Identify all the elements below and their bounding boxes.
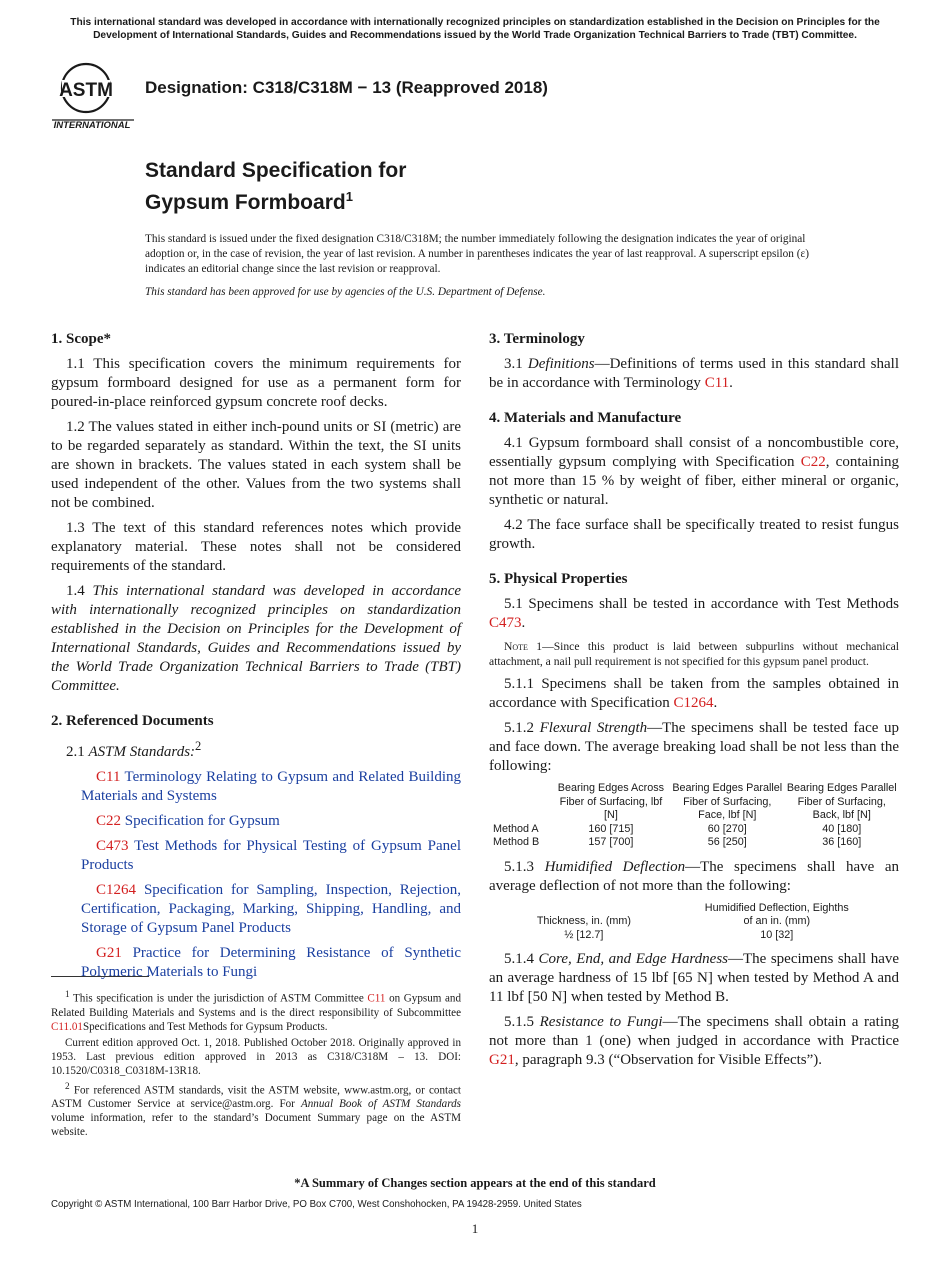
scope-1-1: 1.1 This specification covers the minimum requirements for gypsum formboard designed for use as a permanent form for poured-in-place reinforced gypsum concrete roof decks. xyxy=(51,356,461,410)
term-text: —Definitions of terms used in this standard shall be in accordance with Terminology xyxy=(489,356,900,391)
title-line-1: Standard Specification for xyxy=(145,159,407,182)
note-1 xyxy=(489,639,899,669)
phys-5-1-2-num: 5.1.2 xyxy=(504,720,540,736)
refs-2-1-sup: 2 xyxy=(195,739,202,753)
page-number: 1 xyxy=(471,1221,479,1236)
fn2-a: For referenced ASTM standards, visit the ASTM website, www.astm.org, or contact ASTM Customer Service at service@astm.org. For xyxy=(51,1084,461,1111)
table-header-row xyxy=(489,782,899,823)
note-1-text: —Since this product is laid between subpurlins without mechanical attachment, a nail pull requirement is not specified for this gypsum panel product. xyxy=(489,640,899,668)
table-cell: 157 [700] xyxy=(588,836,634,848)
refs-2-1 xyxy=(51,737,461,762)
ref-item-c22[interactable] xyxy=(51,812,461,831)
fn2-italic: Annual Book of ASTM Standards xyxy=(300,1098,461,1111)
phys-5-1-3-text: —The specimens shall have an average deflection of not more than the following: xyxy=(489,858,900,894)
phys-5-1-1-b: . xyxy=(713,695,718,711)
top-notice: This international standard was developed in accordance with internationally recognized principles on standardization established in the Decision on Principles for the Development of International Standards, Guides and Recommendations issued by the World Trade Organization Technical Barriers to Trade (TBT) Committee. xyxy=(70,17,880,41)
phys-5-1-2-term: Flexural Strength xyxy=(539,720,648,736)
phys-5-1-4-num: 5.1.4 xyxy=(504,951,539,967)
fn1-ref-c1101[interactable]: C11.01 xyxy=(51,1020,83,1033)
ref-item-c1264[interactable] xyxy=(51,881,461,938)
terminology-3-1 xyxy=(489,355,899,393)
physical-5-1-1 xyxy=(489,675,899,713)
physical-5-1-4 xyxy=(489,950,899,1007)
footnote-divider xyxy=(51,976,149,977)
humidified-deflection-table xyxy=(489,902,899,943)
physical-5-1-3 xyxy=(489,858,899,896)
phys-ref-c1264[interactable]: C1264 xyxy=(673,695,714,711)
table-header-cell: Bearing Edges Parallel Fiber of Surfacing, Face, lbf [N] xyxy=(672,782,783,821)
phys-5-1-b: . xyxy=(521,615,526,631)
ref-link-c473[interactable]: C473 xyxy=(96,838,129,854)
term-definitions: Definitions xyxy=(527,356,595,372)
table-header-row xyxy=(489,902,899,929)
ref-title-c473[interactable]: Test Methods for Physical Testing of Gypsum Panel Products xyxy=(81,838,462,873)
title-text: Gypsum Formboard xyxy=(145,191,346,214)
fn1-b: on Gypsum and Related Building Materials and Systems and is the direct responsibility of Subcommittee xyxy=(51,992,461,1019)
table-cell: 56 [250] xyxy=(707,836,747,848)
summary-of-changes-note: *A Summary of Changes section appears at the end of this standard xyxy=(294,1176,656,1190)
ref-title-c1264[interactable]: Specification for Sampling, Inspection, Rejection, Certification, Packaging, Marking, Shipping, Handling, and Storage of Gypsum Panel Products xyxy=(81,882,461,936)
table-row xyxy=(489,929,899,943)
logo-text: ASTM xyxy=(59,80,113,101)
fn1-ref-c11[interactable]: C11 xyxy=(367,992,386,1005)
phys-ref-c473[interactable]: C473 xyxy=(489,615,522,631)
table-cell: 160 [715] xyxy=(588,822,634,835)
physical-5-1-2 xyxy=(489,719,899,776)
terminology-heading: 3. Terminology xyxy=(489,331,585,347)
materials-4-1 xyxy=(489,434,899,510)
physical-heading: 5. Physical Properties xyxy=(489,571,628,587)
phys-5-1-1-a: 5.1.1 Specimens shall be taken from the samples obtained in accordance with Specification xyxy=(489,676,899,711)
physical-5-1-5 xyxy=(489,1013,899,1070)
refs-2-1-text: ASTM Standards: xyxy=(88,744,196,760)
table-header-cell xyxy=(489,782,552,823)
approved-note: This standard has been approved for use by agencies of the U.S. Department of Defense. xyxy=(145,286,546,298)
table-cell: 60 [270] xyxy=(707,822,747,835)
footnote-1 xyxy=(51,988,461,1034)
scope-heading: 1. Scope* xyxy=(51,331,111,347)
materials-4-2: 4.2 The face surface shall be specifically treated to resist fungus growth. xyxy=(489,517,899,552)
ref-link-c1264[interactable]: C1264 xyxy=(96,882,137,898)
footnotes xyxy=(51,988,461,1141)
phys-5-1-2-text: —The specimens shall be tested face up and face down. The average breaking load shall be not less than the following: xyxy=(489,720,899,774)
ref-link-g21[interactable]: G21 xyxy=(96,945,122,961)
left-column xyxy=(51,330,461,988)
table-header-cell: Bearing Edges Across Fiber of Surfacing, lbf [N] xyxy=(557,782,665,821)
scope-1-4-num: 1.4 xyxy=(66,583,93,599)
mat-4-1-b: , containing not more than 15 % by weight of fiber, either mineral or organic, synthetic or natural. xyxy=(489,454,899,508)
footnote-2 xyxy=(51,1080,461,1140)
ref-link-c11[interactable]: C11 xyxy=(96,769,121,785)
phys-5-1-5-b: , paragraph 9.3 (“Observation for Visible Effects”). xyxy=(514,1052,823,1068)
footnote-1-edition: Current edition approved Oct. 1, 2018. Published October 2018. Originally approved in 1953. Last previous edition approved in 2013 as C318/C318M – 13. DOI: 10.1520/C0318_C0318M-13R18. xyxy=(51,1036,461,1077)
standard-note: This standard is issued under the fixed designation C318/C318M; the number immediately following the designation indicates the year of original adoption or, in the case of revision, the year of last revision. A number in parentheses indicates the year of last reapproval. A superscript epsilon (ε) indicates an editorial change since the last revision or reapproval. xyxy=(145,233,810,275)
term-ref-c11[interactable]: C11 xyxy=(704,375,730,391)
ref-link-c22[interactable]: C22 xyxy=(96,813,122,829)
note-1-label: Note 1 xyxy=(504,640,543,653)
right-column xyxy=(489,330,899,1076)
term-num: 3.1 xyxy=(504,356,528,372)
ref-title-g21[interactable]: Practice for Determining Resistance of Synthetic Polymeric Materials to Fungi xyxy=(81,945,461,980)
mat-4-1-a: 4.1 Gypsum formboard shall consist of a noncombustible core, essentially gypsum complying with Specification xyxy=(489,435,899,470)
astm-logo-icon xyxy=(52,58,134,132)
phys-5-1-4-term: Core, End, and Edge Hardness xyxy=(538,951,728,967)
physical-5-1 xyxy=(489,595,899,633)
scope-1-3: 1.3 The text of this standard references notes which provide explanatory material. These notes shall not be considered requirements of the standard. xyxy=(51,520,461,574)
table-cell: 40 [180] xyxy=(822,822,862,835)
ref-title-c11[interactable]: Terminology Relating to Gypsum and Related Building Materials and Systems xyxy=(81,769,462,804)
phys-5-1-4-text: —The specimens shall have an average hardness of 15 lbf [65 N] when tested by Method A and 11 lbf [50 N] when tested by Method B. xyxy=(489,951,900,1005)
phys-5-1-3-num: 5.1.3 xyxy=(504,858,545,875)
ref-item-c473[interactable] xyxy=(51,837,461,875)
phys-5-1-3-term: Humidified Deflection xyxy=(544,858,686,875)
table-header-cell: Thickness, in. (mm) xyxy=(536,915,631,927)
phys-5-1-5-a: —The specimens shall obtain a rating not more than 1 (one) when judged in accordance with Practice xyxy=(489,1014,899,1049)
logo-subtext: INTERNATIONAL xyxy=(53,120,131,131)
refs-heading: 2. Referenced Documents xyxy=(51,713,214,729)
table-row xyxy=(489,836,899,850)
phys-5-1-a: 5.1 Specimens shall be tested in accordance with Test Methods xyxy=(504,596,899,612)
term-end: . xyxy=(729,375,733,391)
scope-1-2: 1.2 The values stated in either inch-pound units or SI (metric) are to be regarded separately as standard. Within the text, the SI units are shown in brackets. The values stated in each system shall be used independent of the other. Values from the two systems shall not be combined. xyxy=(51,419,461,511)
table-cell: Method B xyxy=(493,836,540,848)
table-cell: 10 [32] xyxy=(760,928,794,941)
table-cell: Method A xyxy=(493,822,539,835)
refs-2-1-num: 2.1 xyxy=(66,744,89,760)
designation: Designation: C318/C318M − 13 (Reapproved 2018) xyxy=(145,78,548,97)
fn2-b: volume information, refer to the standard’s Document Summary page on the ASTM website. xyxy=(51,1112,461,1139)
fn1-c: Specifications and Test Methods for Gypsum Products. xyxy=(82,1020,328,1033)
mat-ref-c22[interactable]: C22 xyxy=(800,454,826,470)
fn1-a: This specification is under the jurisdiction of ASTM Committee xyxy=(69,992,368,1005)
table-row xyxy=(489,823,899,837)
fn1-marker: 1 xyxy=(65,990,70,1000)
scope-1-4 xyxy=(51,582,461,696)
phys-5-1-5-num: 5.1.5 xyxy=(504,1014,540,1030)
title-line-2 xyxy=(145,184,406,216)
title-footnote-marker: 1 xyxy=(345,189,353,204)
reference-list xyxy=(51,768,461,982)
table-header-cell: Bearing Edges Parallel Fiber of Surfacing, Back, lbf [N] xyxy=(786,782,897,821)
table-cell: 36 [160] xyxy=(822,836,862,848)
phys-5-1-5-term: Resistance to Fungi xyxy=(539,1014,663,1030)
flexural-strength-table xyxy=(489,782,899,850)
materials-heading: 4. Materials and Manufacture xyxy=(489,410,682,426)
scope-1-4-text: This international standard was developed in accordance with internationally recognized principles on standardization established in the Decision on Principles for the Development of International Standards, Guides and Recommendations issued by the World Trade Organization Technical Barriers to Trade (TBT) Committee. xyxy=(51,583,462,694)
ref-item-c11[interactable] xyxy=(51,768,461,806)
copyright: Copyright © ASTM International, 100 Barr Harbor Drive, PO Box C700, West Conshohocken, PA 19428-2959. United States xyxy=(51,1199,582,1210)
fn2-marker: 2 xyxy=(65,1081,70,1092)
ref-title-c22[interactable]: Specification for Gypsum xyxy=(124,813,280,829)
page-title xyxy=(145,158,406,216)
table-header-cell: Humidified Deflection, Eighths of an in. (mm) xyxy=(704,901,849,927)
table-cell: ½ [12.7] xyxy=(564,928,604,941)
phys-ref-g21[interactable]: G21 xyxy=(489,1052,515,1068)
